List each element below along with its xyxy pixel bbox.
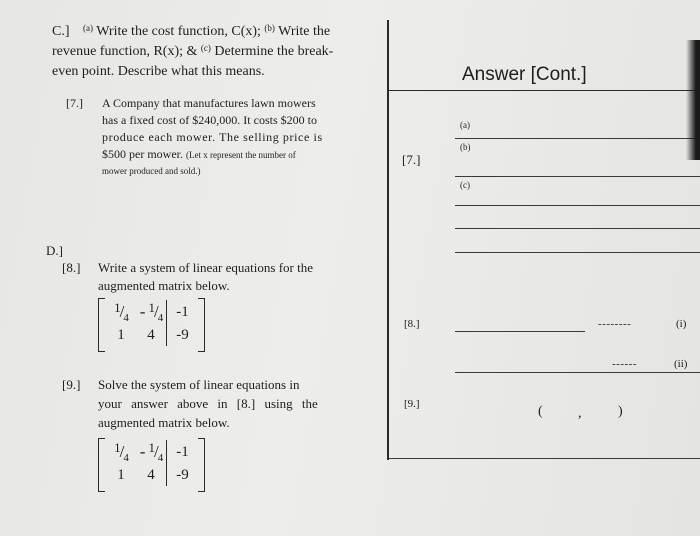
part-b-text: Write the [278, 24, 331, 39]
answer-9-label: [9.] [404, 398, 420, 410]
part-a-marker: (a) [83, 23, 93, 33]
matrix-8-r1c3: -1 [166, 300, 198, 324]
matrix-9 [106, 440, 198, 486]
matrix-8 [106, 300, 198, 346]
matrix-9-r1c3: -1 [166, 440, 198, 464]
problem-9-line-3: augmented matrix below. [98, 415, 230, 430]
matrix-9-r2c3: -9 [166, 464, 198, 486]
matrix-9-right-bracket [198, 438, 205, 492]
problem-7-note: (Let x represent the number of [185, 150, 296, 160]
section-c-line-2-text: revenue function, R(x); & [52, 44, 198, 59]
section-d-label: D.] [46, 243, 63, 258]
problem-7-price: $500 per mower. [102, 147, 183, 161]
answer-8i-marker: (i) [676, 318, 687, 330]
matrix-8-r1c2: - 1 / 4 [139, 300, 163, 324]
section-c-line-2 [52, 44, 333, 60]
matrix-8-left-bracket [98, 298, 105, 352]
matrix-8-right-bracket [198, 298, 205, 352]
answer-8i-line [455, 331, 585, 332]
matrix-8-r2c3: -9 [166, 324, 198, 346]
answer-7a-marker: (a) [460, 120, 470, 130]
part-a-text: Write the cost function, C(x); [96, 24, 261, 39]
answer-7c-line-1 [455, 205, 700, 206]
answer-8ii-line [455, 372, 700, 373]
problem-9-line-2: your answer above in [8.] using the [98, 396, 318, 411]
problem-7-line-1: A Company that manufactures lawn mowers [102, 96, 316, 110]
problem-7-number: [7.] [66, 96, 83, 110]
matrix-9-left-bracket [98, 438, 105, 492]
problem-9-line-1: Solve the system of linear equations in [98, 377, 300, 392]
answer-7a-line [455, 138, 700, 139]
answer-8i-dashes: -------- [598, 318, 632, 330]
matrix-9-r1c1: 1 / 4 [114, 440, 128, 464]
answer-9-comma: , [578, 406, 582, 421]
matrix-9-r1c2: - 1 / 4 [139, 440, 163, 464]
photo-edge-shadow [686, 40, 700, 160]
problem-8-line-1: Write a system of linear equations for the [98, 260, 313, 275]
problem-8-number: [8.] [62, 260, 81, 275]
section-c-line-3: even point. Describe what this means. [52, 64, 265, 79]
answer-7-label: [7.] [402, 152, 421, 167]
matrix-8-r1c1: 1 / 4 [114, 300, 128, 324]
problem-7-line-3: produce each mower. The selling price is [102, 130, 323, 144]
matrix-8-r2c2: 4 [147, 326, 155, 343]
answer-7c-marker: (c) [460, 180, 470, 190]
part-c-marker: (c) [200, 43, 211, 53]
answer-8-label: [8.] [404, 318, 420, 330]
problem-8-line-2: augmented matrix below. [98, 278, 230, 293]
answer-9-paren-open: ( [538, 404, 543, 419]
column-divider [387, 20, 389, 460]
answer-7b-line [455, 176, 700, 177]
answer-title-rule [388, 90, 700, 91]
answer-title: Answer [Cont.] [462, 64, 587, 85]
section-c-line-1 [52, 24, 330, 40]
answer-7b-marker: (b) [460, 142, 471, 152]
problem-7-line-4 [102, 147, 296, 162]
part-b-marker: (b) [264, 23, 275, 33]
answer-8ii-marker: (ii) [674, 358, 688, 370]
section-c-label: C.] [52, 24, 70, 39]
problem-9-number: [9.] [62, 377, 81, 392]
answer-7c-line-3 [455, 252, 700, 253]
answer-7c-line-2 [455, 228, 700, 229]
answer-bottom-rule [388, 458, 700, 459]
answer-9-paren-close: ) [618, 404, 623, 419]
answer-8ii-dashes: ------ [612, 358, 637, 370]
matrix-9-r2c2: 4 [147, 466, 155, 483]
problem-7-line-2: has a fixed cost of $240,000. It costs $200 to [102, 113, 317, 127]
problem-7-line-5: mower produced and sold.) [102, 166, 201, 176]
matrix-8-r2c1: 1 [117, 326, 125, 343]
part-c-text: Determine the break- [214, 44, 334, 59]
matrix-9-r2c1: 1 [117, 466, 125, 483]
